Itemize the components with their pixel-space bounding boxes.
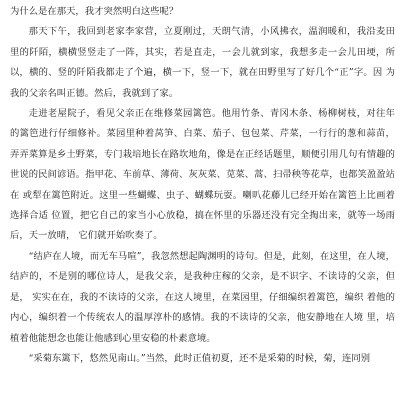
paragraph-tao-poem: “结庐在人境，而无车马喧”，我忽然想起陶渊明的诗句。但是，此刻，在这里，在人境， 结庐的，不是别的哪位诗人，是我父亲，是我种庄稼的父亲，是不识字、不读诗的父亲，但是， 实实在在，我的不读诗的父亲，在这人境里，在菜园里，仔细编织着篱笆，编织 着他的内心，编织着一个传统农人的温厚淳朴的感情。我的不读诗的父亲，他安静地在人境 里，培植着他能想念也能让他感到心里安稳的朴素意境。 (10, 250, 395, 344)
paragraph-return-home: 那天下午，我回到老家李家营，立夏刚过，天朗气清，小风拂衣，温润暖和，我沿麦田 里的阡陌，横横竖竖走了一阵，其实，若是直走，一会儿就到家，我想多走一会儿田埂，所 以，横的、竖的阡陌我都走了个遍，横一下，竖一下，就在田野里写了好几个“正”字。因 为我的父亲名叫正德。然后，我就到了家。 (10, 26, 395, 99)
paragraph-question: 为什么是在那天，我才突然明白这些呢？ (10, 6, 179, 17)
paragraph-chrysanthemum: “采菊东篱下，悠然见南山。”当然，此时正值初夏，还不是采菊的时候，菊，连同别 (28, 352, 371, 364)
paragraph-vegetable-garden: 走进老屋院子，看见父亲正在维修菜园篱笆。他用竹条、青冈木条、杨柳树枝，对往年 的篱笆进行仔细修补。菜园里种着莴笋、白菜、茄子、包包菜、芹菜，一行行的葱和蒜苗， 弄弄菜算是乡土野菜，专门栽培地长在路坎地角，像是在正经话题里，顺便引用几句有情趣的 世说的民间谚语。指甲花、车前草、薄荷、灰灰菜、苋菜、蒿、扫帚秧等花草，也都笑盈盈站在 或犁在篱笆附近。这里一些蝴蝶、虫子、蝴蝶玩耍。喇叭花藤儿已经开始在篱笆上比画着选择合适 位置，把它自己的家当小心放稳，搞在怀里的乐器还没有完全掏出来，就等一场雨后，天一放晴， 它们就开始吹奏了。 (10, 108, 395, 242)
